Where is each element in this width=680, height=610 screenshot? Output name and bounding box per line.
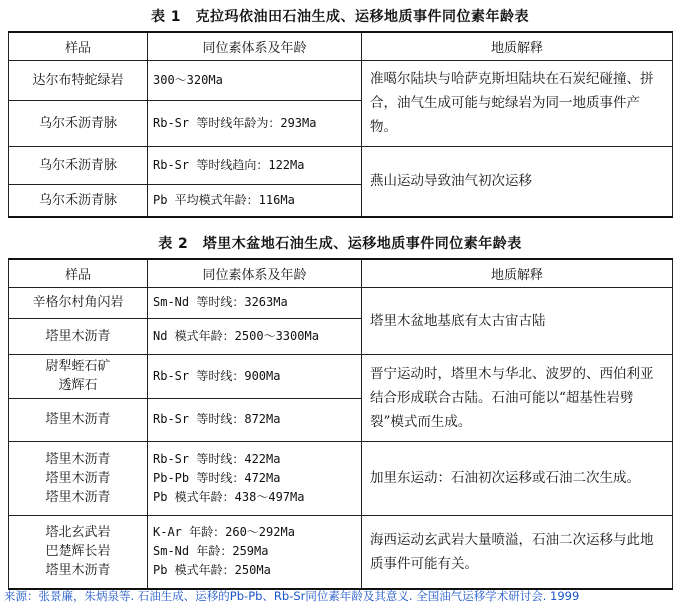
- interpretation-cell: 加里东运动：石油初次运移或石油二次生成。: [362, 441, 673, 515]
- source-citation: 来源：张景廉，朱炳泉等. 石油生成、运移的Pb-Pb、Rb-Sr同位素年龄及其意义. 全国油气运移学术研讨会. 1999: [4, 589, 580, 603]
- sample-line: 塔里木沥青: [45, 563, 111, 579]
- table1-header-sample: 样品: [9, 32, 148, 60]
- sample-line: 塔里木沥青: [45, 451, 111, 467]
- table-row: [9, 60, 673, 100]
- sample-line: 塔里木沥青: [45, 412, 111, 427]
- table2-header-sample: 样品: [9, 259, 148, 287]
- sample-cell: 乌尔禾沥青脉: [9, 146, 148, 184]
- sample-cell: [9, 354, 148, 398]
- sample-cell: [9, 398, 148, 441]
- isotope-line: Sm-Nd 等时线：3263Ma: [153, 295, 288, 309]
- sample-cell: [9, 287, 148, 318]
- sample-cell: [9, 318, 148, 354]
- sample-line: 塔里木沥青: [45, 470, 111, 486]
- isotope-line: Nd 模式年龄：2500～3300Ma: [153, 328, 319, 343]
- table-row: [9, 287, 673, 318]
- sample-cell: 达尔布特蛇绿岩: [9, 60, 148, 100]
- table-row: [9, 354, 673, 398]
- isotope-cell: [148, 318, 362, 354]
- sample-line: 塔里木沥青: [45, 328, 111, 344]
- sample-cell: 乌尔禾沥青脉: [9, 100, 148, 146]
- interpretation-cell: 海西运动玄武岩大量喷溢，石油二次运移与此地质事件可能有关。: [362, 515, 673, 589]
- sample-cell: [9, 441, 148, 515]
- table2-header-interpretation: 地质解释: [362, 259, 673, 287]
- isotope-cell: [148, 287, 362, 318]
- isotope-line: K-Ar 年龄：260～292Ma: [153, 525, 295, 540]
- table2-header-row: [9, 259, 673, 287]
- table1-caption: 表 1 克拉玛依油田石油生成、运移地质事件同位素年龄表: [150, 9, 530, 25]
- interpretation-cell: 准噶尔陆块与哈萨克斯坦陆块在石炭纪碰撞、拼合，油气生成可能与蛇绿岩为同一地质事件产物。: [362, 60, 673, 146]
- isotope-cell: [148, 354, 362, 398]
- table2-caption: 表 2 塔里木盆地石油生成、运移地质事件同位素年龄表: [158, 236, 522, 252]
- table1-header-interpretation: 地质解释: [362, 32, 673, 60]
- interpretation-cell: 晋宁运动时，塔里木与华北、波罗的、西伯利亚结合形成联合古陆。石油可能以“超基性岩劈裂”模式而生成。: [362, 354, 673, 441]
- isotope-cell: [148, 398, 362, 441]
- sample-cell: 乌尔禾沥青脉: [9, 184, 148, 217]
- sample-line: 巴楚辉长岩: [45, 544, 111, 560]
- sample-line: 塔北玄武岩: [45, 525, 111, 541]
- isotope-line: Sm-Nd 年龄：259Ma: [153, 544, 269, 559]
- table1-header-row: [9, 32, 673, 60]
- isotope-cell: [148, 441, 362, 515]
- table1: [8, 31, 673, 218]
- interpretation-cell: 燕山运动导致油气初次运移: [362, 146, 673, 217]
- sample-cell: [9, 515, 148, 589]
- isotope-cell: Pb 平均模式年龄：116Ma: [148, 184, 362, 217]
- table-row: [9, 515, 673, 589]
- sample-line: 辛格尔村角闪岩: [32, 295, 124, 310]
- isotope-cell: 300～320Ma: [148, 60, 362, 100]
- sample-line: 尉犁蛭石矿: [45, 359, 111, 374]
- isotope-line: Pb-Pb 等时线：472Ma: [153, 470, 281, 485]
- isotope-line: Rb-Sr 等时线：900Ma: [153, 368, 281, 383]
- isotope-line: Rb-Sr 等时线：872Ma: [153, 412, 281, 426]
- isotope-line: Pb 模式年龄：438～497Ma: [153, 489, 305, 504]
- table2-header-isotope: 同位素体系及年龄: [148, 259, 362, 287]
- isotope-cell: [148, 515, 362, 589]
- isotope-cell: Rb-Sr 等时线年龄为：293Ma: [148, 100, 362, 146]
- table2: [8, 258, 673, 590]
- table-row: [9, 441, 673, 515]
- interpretation-cell: 塔里木盆地基底有太古宙古陆: [362, 287, 673, 354]
- sample-line: 透辉石: [58, 378, 98, 393]
- isotope-cell: Rb-Sr 等时线趋向：122Ma: [148, 146, 362, 184]
- table1-header-isotope: 同位素体系及年龄: [148, 32, 362, 60]
- isotope-line: Pb 模式年龄：250Ma: [153, 563, 271, 578]
- table-row: [9, 146, 673, 184]
- isotope-line: Rb-Sr 等时线：422Ma: [153, 451, 281, 466]
- sample-line: 塔里木沥青: [45, 489, 111, 505]
